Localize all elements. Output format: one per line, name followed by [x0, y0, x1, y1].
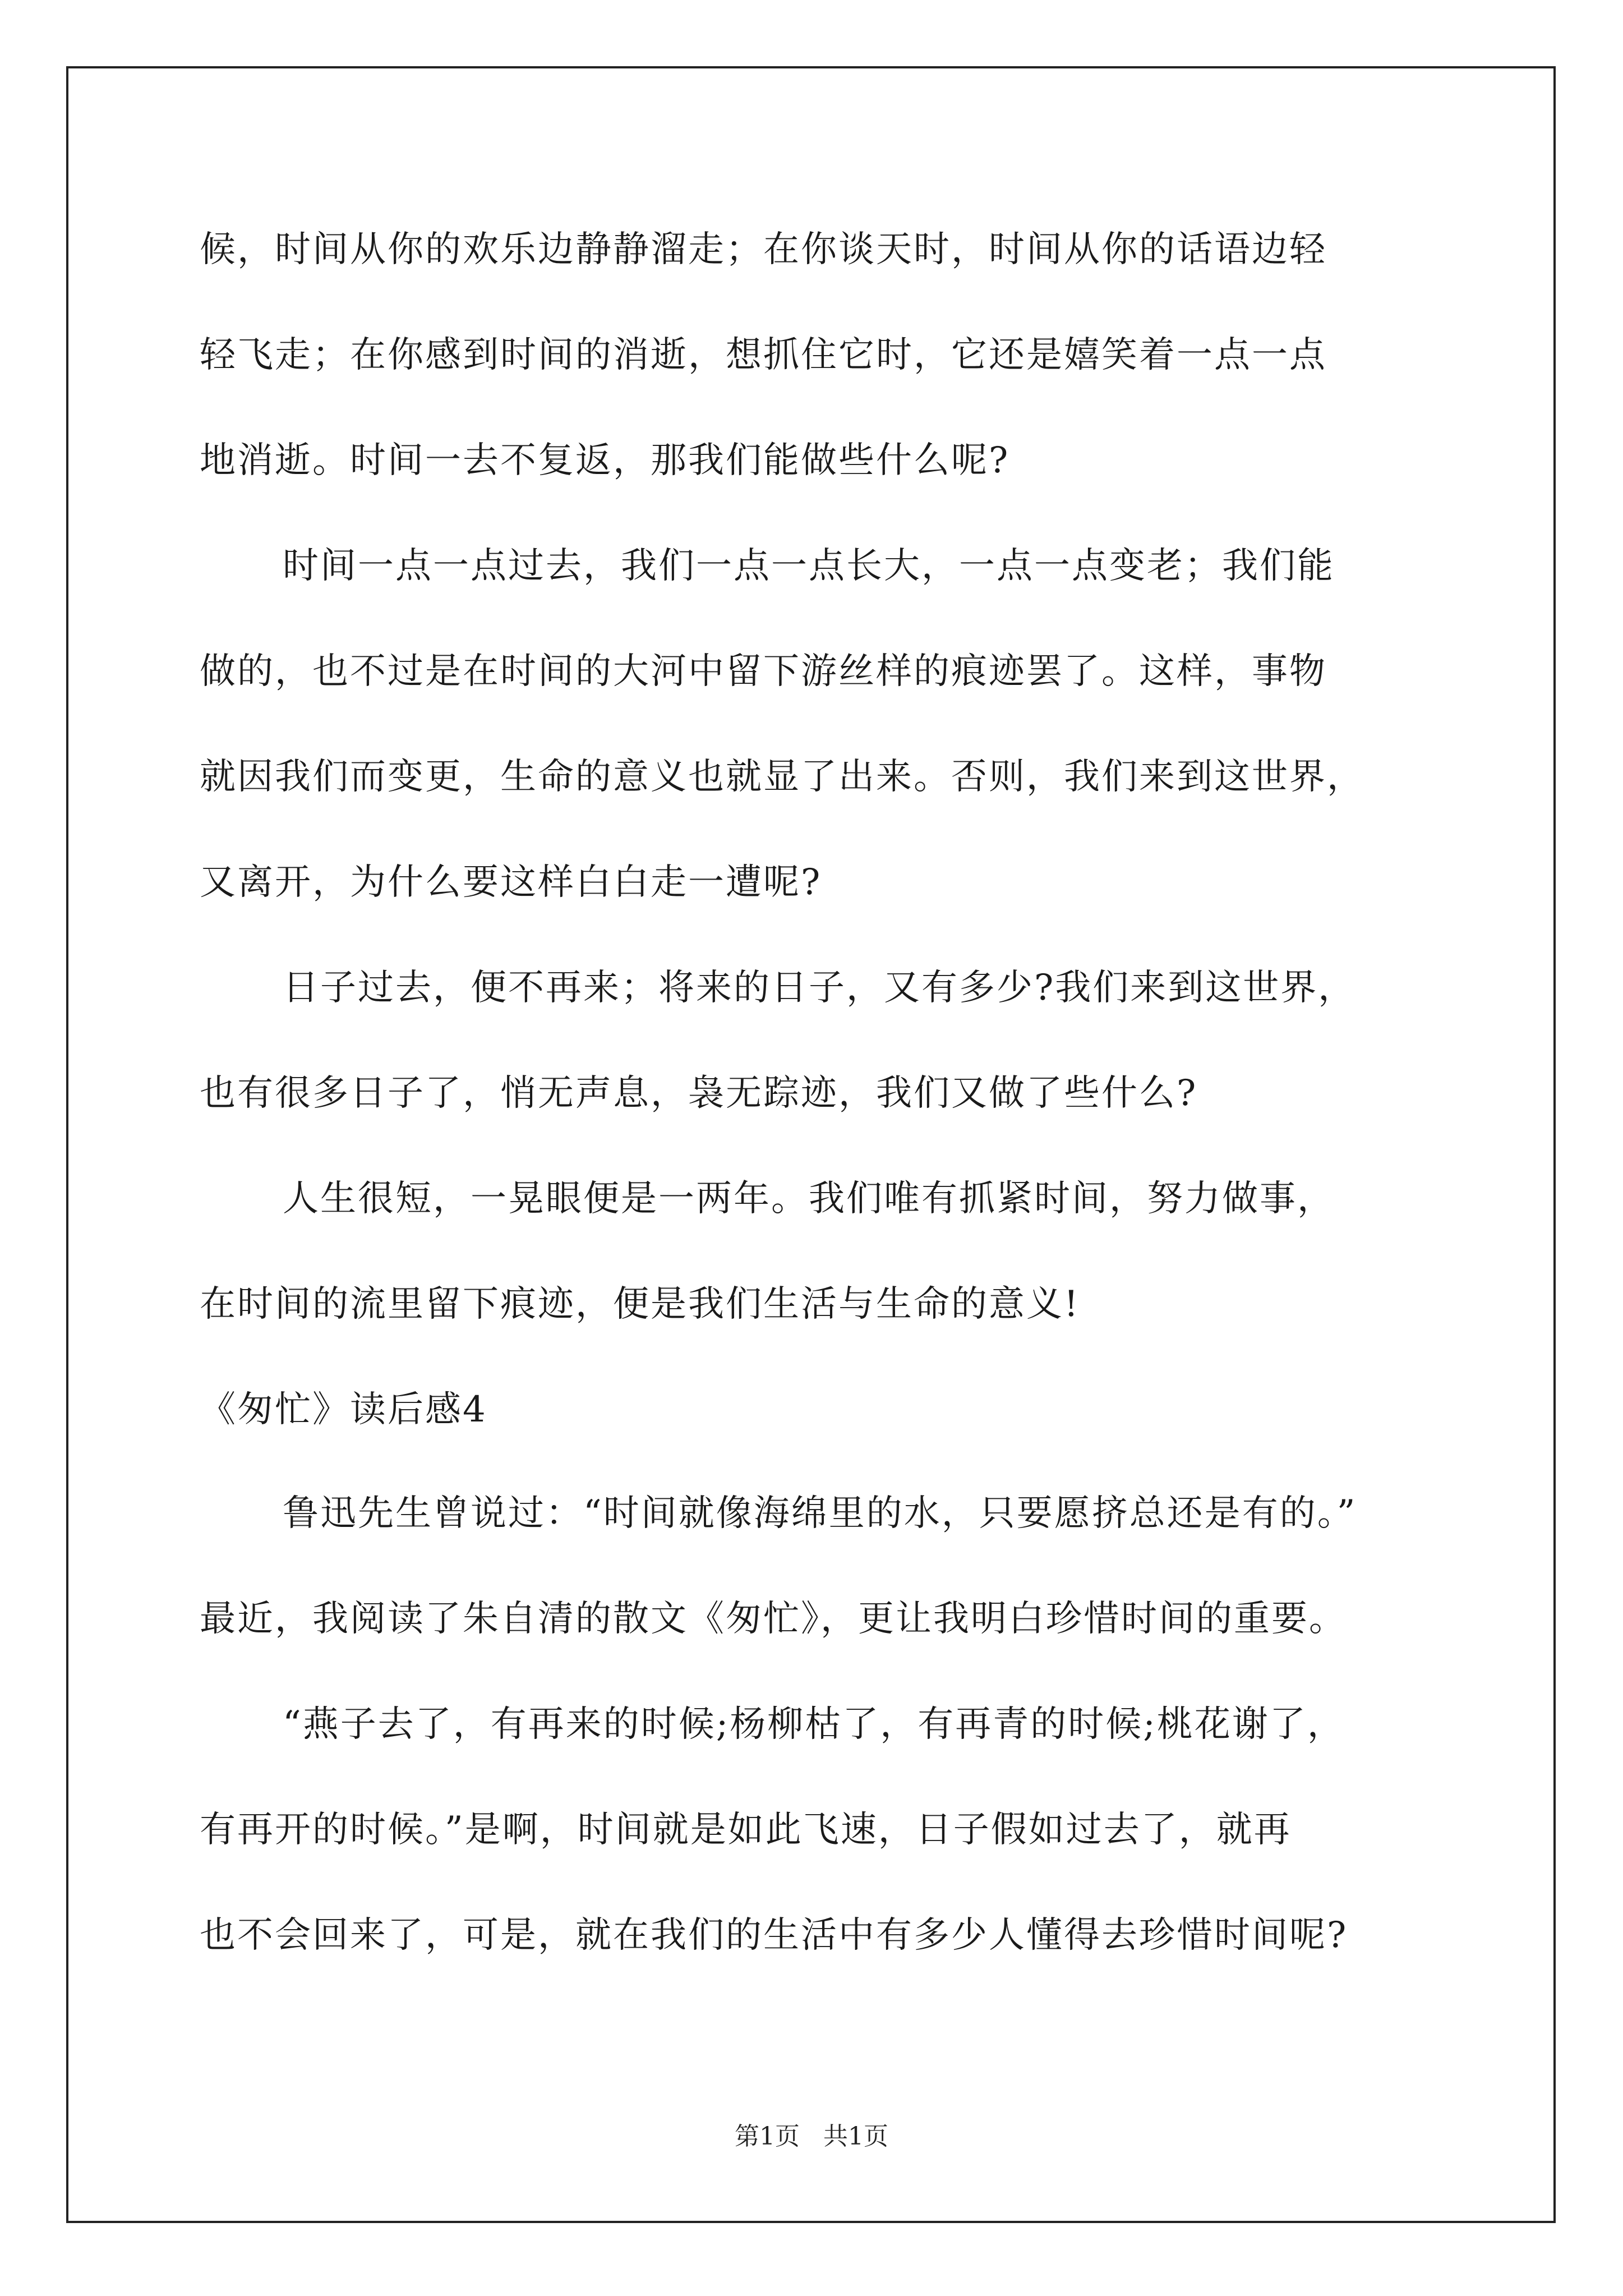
- paragraph-line: 有再开的时候。”是啊，时间就是如此飞速，日子假如过去了，就再: [200, 1809, 1292, 1851]
- paragraph-line: 又离开，为什么要这样白白走一遭呢?: [200, 862, 822, 903]
- document-body: [200, 216, 1433, 2007]
- paragraph-line: 候，时间从你的欢乐边静静溜走；在你谈天时，时间从你的话语边轻: [200, 229, 1327, 270]
- paragraph-line: “燕子去了，有再来的时候;杨柳枯了，有再青的时候;桃花谢了，: [283, 1704, 1345, 1745]
- page-number-footer: 第1页 共1页: [735, 2122, 888, 2151]
- paragraph-line: 轻飞走；在你感到时间的消逝，想抓住它时，它还是嬉笑着一点一点: [200, 334, 1327, 376]
- paragraph-line: 最近，我阅读了朱自清的散文《匆忙》，更让我明白珍惜时间的重要。: [200, 1598, 1347, 1640]
- paragraph-line: 地消逝。时间一去不复返，那我们能做些什么呢?: [200, 440, 1010, 481]
- paragraph-line: 也不会回来了，可是，就在我们的生活中有多少人懂得去珍惜时间呢?: [200, 1915, 1348, 1956]
- paragraph-line: 在时间的流里留下痕迹，便是我们生活与生命的意义!: [200, 1283, 1080, 1325]
- section-heading: 《匆忙》读后感4: [200, 1389, 487, 1430]
- paragraph-line: 时间一点一点过去，我们一点一点长大，一点一点变老；我们能: [283, 545, 1335, 587]
- paragraph-line: 人生很短，一晃眼便是一两年。我们唯有抓紧时间，努力做事，: [283, 1178, 1335, 1220]
- paragraph-line: 鲁迅先生曾说过：“时间就像海绵里的水，只要愿挤总还是有的。”: [283, 1493, 1357, 1534]
- paragraph-line: 做的，也不过是在时间的大河中留下游丝样的痕迹罢了。这样，事物: [200, 651, 1327, 692]
- paragraph-line: 也有很多日子了，悄无声息，袅无踪迹，我们又做了些什么?: [200, 1073, 1198, 1114]
- paragraph-line: 日子过去，便不再来；将来的日子，又有多少?我们来到这世界，: [283, 967, 1356, 1009]
- paragraph-line: 就因我们而变更，生命的意义也就显了出来。否则，我们来到这世界，: [200, 756, 1364, 798]
